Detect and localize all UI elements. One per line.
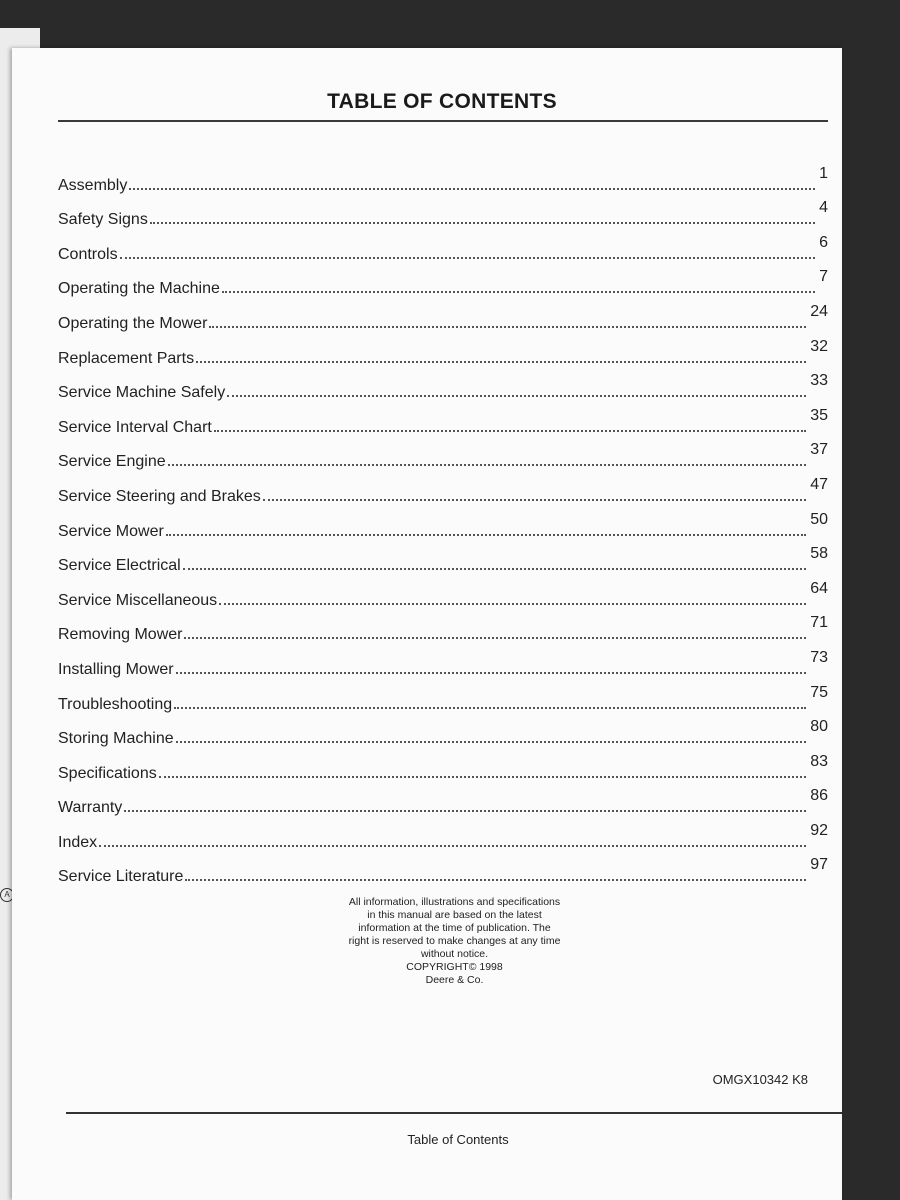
copyright-line: COPYRIGHT© 1998 — [406, 961, 503, 973]
toc-leader-dots — [209, 326, 806, 328]
toc-entry — [58, 333, 828, 368]
toc-leader-dots — [120, 257, 816, 259]
footer-divider — [66, 1112, 842, 1114]
toc-entry-label: Service Mower — [58, 522, 164, 540]
toc-entry-page: 83 — [810, 752, 828, 770]
toc-entry-label: Assembly — [58, 176, 128, 194]
toc-leader-dots — [99, 845, 806, 847]
toc-leader-dots — [196, 361, 806, 363]
toc-leader-dots — [222, 291, 815, 293]
toc-leader-dots — [176, 741, 807, 743]
toc-entry — [58, 368, 828, 403]
toc-entry-label: Troubleshooting — [58, 695, 173, 713]
toc-entry-page: 64 — [810, 579, 828, 597]
toc-entry-label: Service Interval Chart — [58, 418, 212, 436]
toc-entry-page: 6 — [819, 233, 828, 251]
toc-entry-page: 92 — [810, 821, 828, 839]
toc-entry-label: Service Steering and Brakes — [58, 487, 261, 505]
toc-list — [58, 160, 828, 886]
toc-entry — [58, 437, 828, 472]
toc-entry — [58, 471, 828, 506]
toc-entry-label: Service Machine Safely — [58, 384, 226, 402]
toc-entry — [58, 195, 828, 230]
toc-entry — [58, 817, 828, 852]
manual-page — [12, 48, 842, 1200]
toc-entry-label: Warranty — [58, 799, 123, 817]
toc-entry-page: 7 — [819, 268, 828, 286]
toc-entry-page: 73 — [810, 648, 828, 666]
toc-entry — [58, 679, 828, 714]
copyright-notice — [347, 896, 562, 987]
toc-entry-page: 33 — [810, 372, 828, 390]
toc-entry-label: Operating the Mower — [58, 314, 208, 332]
toc-leader-dots — [214, 430, 806, 432]
footer-label: Table of Contents — [407, 1132, 509, 1147]
toc-entry — [58, 402, 828, 437]
toc-entry — [58, 714, 828, 749]
toc-entry — [58, 852, 828, 887]
toc-entry — [58, 506, 828, 541]
toc-leader-dots — [124, 810, 806, 812]
toc-entry-page: 71 — [810, 614, 828, 632]
page-title: TABLE OF CONTENTS — [327, 90, 557, 113]
toc-leader-dots — [176, 672, 807, 674]
toc-leader-dots — [184, 637, 806, 639]
toc-leader-dots — [219, 603, 806, 605]
toc-entry — [58, 748, 828, 783]
circled-a-icon: A — [0, 888, 14, 902]
toc-entry-label: Service Engine — [58, 453, 166, 471]
toc-entry-page: 1 — [819, 164, 828, 182]
toc-entry-page: 75 — [810, 683, 828, 701]
toc-leader-dots — [185, 879, 806, 881]
toc-entry — [58, 541, 828, 576]
toc-leader-dots — [150, 222, 815, 224]
toc-entry-page: 35 — [810, 406, 828, 424]
toc-entry-page: 4 — [819, 199, 828, 217]
notice-text: All information, illustrations and specifications in this manual are based on the latest information at the time of publication. The right is reserved to make changes at any time without notice. — [348, 896, 561, 960]
toc-entry-page: 58 — [810, 545, 828, 563]
toc-entry — [58, 575, 828, 610]
toc-entry-label: Service Literature — [58, 868, 184, 886]
toc-entry-page: 47 — [810, 475, 828, 493]
toc-entry-page: 24 — [810, 302, 828, 320]
title-divider — [58, 120, 828, 122]
toc-entry — [58, 610, 828, 645]
toc-entry-label: Operating the Machine — [58, 280, 220, 298]
toc-entry-label: Replacement Parts — [58, 349, 195, 367]
toc-entry-label: Index — [58, 833, 98, 851]
toc-entry-page: 32 — [810, 337, 828, 355]
toc-entry-page: 86 — [810, 787, 828, 805]
toc-entry — [58, 264, 828, 299]
toc-entry-page: 80 — [810, 718, 828, 736]
toc-entry — [58, 160, 828, 195]
toc-entry — [58, 298, 828, 333]
company-name: Deere & Co. — [425, 974, 484, 986]
document-code: OMGX10342 K8 — [712, 1072, 808, 1087]
toc-entry-label: Storing Machine — [58, 730, 174, 748]
toc-entry-label: Safety Signs — [58, 211, 148, 229]
toc-entry-label: Removing Mower — [58, 626, 183, 644]
toc-entry-label: Service Miscellaneous — [58, 591, 218, 609]
toc-leader-dots — [159, 776, 806, 778]
toc-leader-dots — [183, 568, 807, 570]
toc-entry-label: Installing Mower — [58, 660, 174, 678]
toc-leader-dots — [166, 534, 806, 536]
toc-entry — [58, 229, 828, 264]
toc-entry-label: Specifications — [58, 764, 157, 782]
toc-leader-dots — [174, 707, 806, 709]
toc-leader-dots — [227, 395, 806, 397]
toc-leader-dots — [263, 499, 806, 501]
toc-leader-dots — [129, 188, 815, 190]
toc-entry-page: 97 — [810, 856, 828, 874]
toc-leader-dots — [168, 464, 807, 466]
toc-entry — [58, 783, 828, 818]
toc-entry-page: 37 — [810, 441, 828, 459]
toc-entry — [58, 644, 828, 679]
toc-entry-page: 50 — [810, 510, 828, 528]
toc-entry-label: Controls — [58, 245, 118, 263]
toc-entry-label: Service Electrical — [58, 557, 181, 575]
